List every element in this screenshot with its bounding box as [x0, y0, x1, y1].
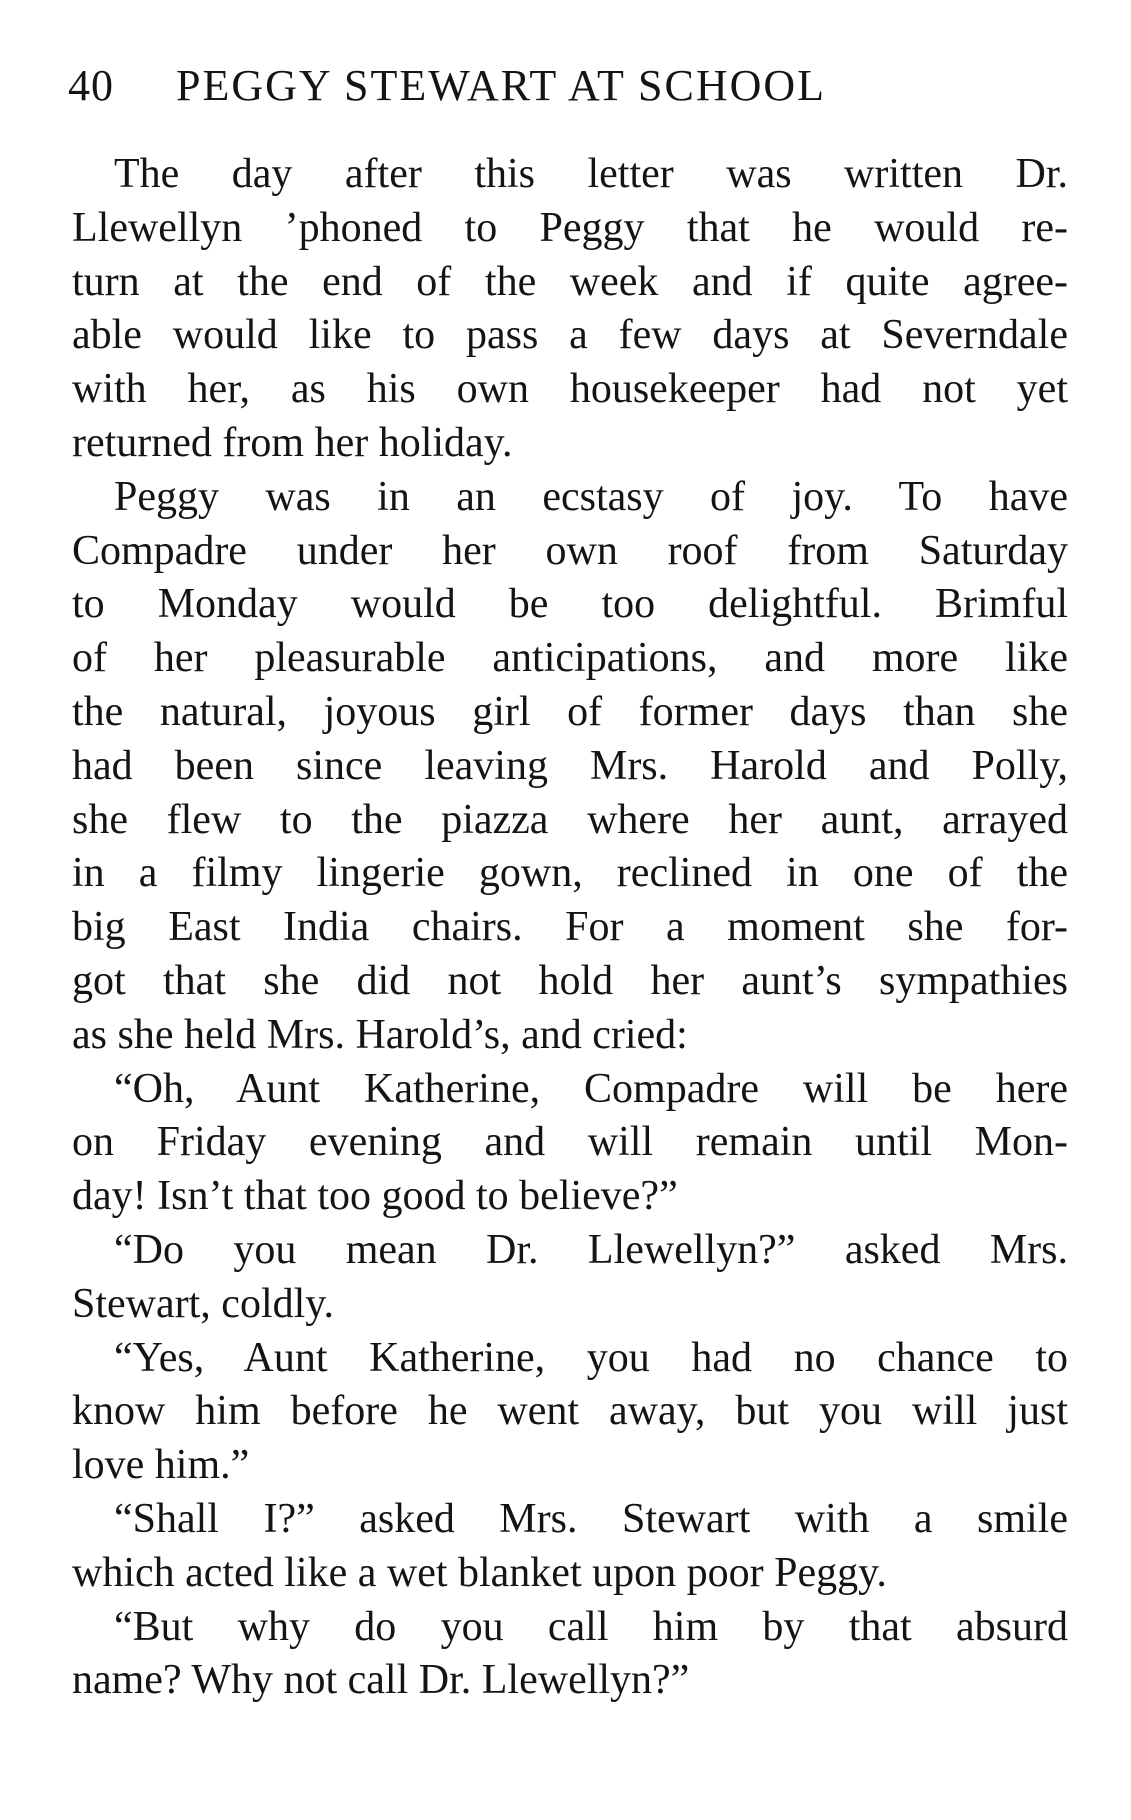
text-line: love him.” [72, 1442, 250, 1489]
text-line: of her pleasurable anticipations, and more like [72, 635, 1068, 682]
page-number: 40 [68, 61, 114, 110]
text-line: Compadre under her own roof from Saturday [72, 527, 1068, 574]
text-line: able would like to pass a few days at Severndale [72, 312, 1068, 359]
text-line: the natural, joyous girl of former days than she [72, 688, 1068, 735]
text-line: name? Why not call Dr. Llewellyn?” [72, 1657, 690, 1704]
text-line: with her, as his own housekeeper had not yet [72, 366, 1068, 413]
text-line: to Monday would be too delightful. Brimful [72, 581, 1068, 628]
text-line: “Oh, Aunt Katherine, Compadre will be here [114, 1065, 1068, 1112]
text-line: The day after this letter was written Dr. [114, 151, 1068, 197]
text-line: “But why do you call him by that absurd [114, 1603, 1068, 1650]
body-text [72, 148, 1068, 1708]
text-line: got that she did not hold her aunt’s sympathies [72, 957, 1068, 1004]
text-line: in a filmy lingerie gown, reclined in one of the [72, 850, 1068, 897]
running-head [68, 58, 1068, 114]
text-line: Llewellyn ’phoned to Peggy that he would re- [72, 204, 1068, 251]
text-line: which acted like a wet blanket upon poor Peggy. [72, 1549, 887, 1596]
text-line: “Do you mean Dr. Llewellyn?” asked Mrs. [114, 1226, 1068, 1273]
text-line: “Yes, Aunt Katherine, you had no chance to [114, 1334, 1068, 1381]
text-line: Peggy was in an ecstasy of joy. To have [114, 473, 1068, 520]
text-line: “Shall I?” asked Mrs. Stewart with a smile [114, 1495, 1068, 1542]
text-line: turn at the end of the week and if quite agree- [72, 258, 1068, 305]
text-line: big East India chairs. For a moment she for- [72, 904, 1068, 951]
book-title: PEGGY STEWART AT SCHOOL [176, 61, 827, 110]
text-line: returned from her holiday. [72, 419, 513, 466]
text-line: on Friday evening and will remain until Mon- [72, 1119, 1068, 1166]
text-line: know him before he went away, but you will just [72, 1388, 1068, 1435]
text-line: as she held Mrs. Harold’s, and cried: [72, 1011, 688, 1058]
text-line: Stewart, coldly. [72, 1280, 335, 1327]
text-line: had been since leaving Mrs. Harold and Polly, [72, 742, 1068, 789]
text-line: day! Isn’t that too good to believe?” [72, 1173, 678, 1220]
text-line: she flew to the piazza where her aunt, arrayed [72, 796, 1068, 843]
